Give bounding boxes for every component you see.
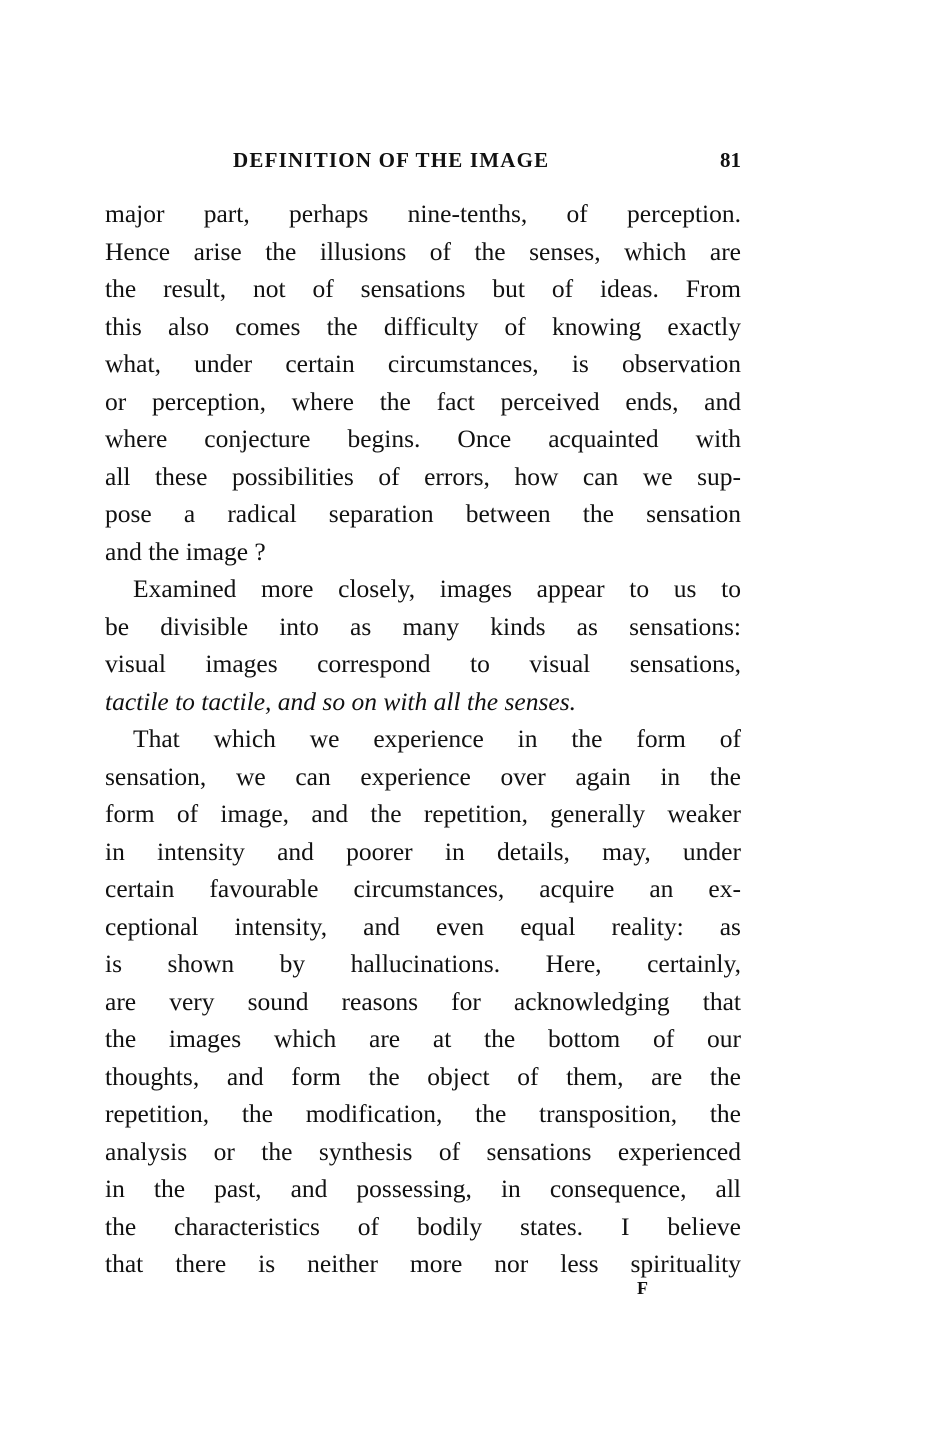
text-line: analysis or the synthesis of sensations experienced xyxy=(105,1136,741,1166)
text-line: repetition, the modification, the transposition, the xyxy=(105,1099,741,1128)
text-line: visual images correspond to visual sensations, xyxy=(105,649,741,678)
text-line: pose a radical separation between the sensation xyxy=(105,499,741,528)
text-line: tactile to tactile, and so on with all the senses. xyxy=(105,686,576,716)
text-line: major part, perhaps nine-tenths, of perception. xyxy=(105,199,741,228)
page-number: 81 xyxy=(720,148,741,172)
text-line: ceptional intensity, and even equal reality: as xyxy=(105,911,741,941)
paragraph-2 xyxy=(105,570,741,720)
text-line: in intensity and poorer in details, may, under xyxy=(105,836,741,866)
text-line: that there is neither more nor less spirituality xyxy=(105,1249,741,1278)
text-line: is shown by hallucinations. Here, certainly, xyxy=(105,949,741,978)
paragraph-3 xyxy=(105,720,741,1283)
text-line: this also comes the difficulty of knowing exactly xyxy=(105,311,741,341)
signature-mark: F xyxy=(637,1278,648,1298)
running-title: DEFINITION OF THE IMAGE xyxy=(233,148,550,172)
text-line: That which we experience in the form of xyxy=(133,724,741,753)
text-line: be divisible into as many kinds as sensations: xyxy=(105,611,741,641)
text-line: in the past, and possessing, in consequence, all xyxy=(105,1174,741,1203)
text-line: form of image, and the repetition, generally weaker xyxy=(105,799,741,828)
text-line: and the image ? xyxy=(105,536,266,566)
text-line: or perception, where the fact perceived ends, and xyxy=(105,386,741,416)
text-line: all these possibilities of errors, how can we sup- xyxy=(105,461,741,491)
text-line: the characteristics of bodily states. I believe xyxy=(105,1211,741,1241)
text-line: where conjecture begins. Once acquainted with xyxy=(105,424,741,453)
running-head xyxy=(233,148,741,178)
text-line: the images which are at the bottom of our xyxy=(105,1024,741,1053)
text-line: thoughts, and form the object of them, are the xyxy=(105,1061,741,1091)
paragraph-1 xyxy=(105,195,741,570)
text-line: what, under certain circumstances, is observation xyxy=(105,349,741,378)
text-line: are very sound reasons for acknowledging that xyxy=(105,986,741,1016)
text-line: certain favourable circumstances, acquire an ex- xyxy=(105,874,741,903)
text-line: sensation, we can experience over again in the xyxy=(105,761,741,791)
text-line: Examined more closely, images appear to us to xyxy=(133,574,741,603)
body-text xyxy=(105,195,741,1283)
text-line: Hence arise the illusions of the senses, which are xyxy=(105,236,741,266)
text-line: the result, not of sensations but of ideas. From xyxy=(105,274,741,303)
